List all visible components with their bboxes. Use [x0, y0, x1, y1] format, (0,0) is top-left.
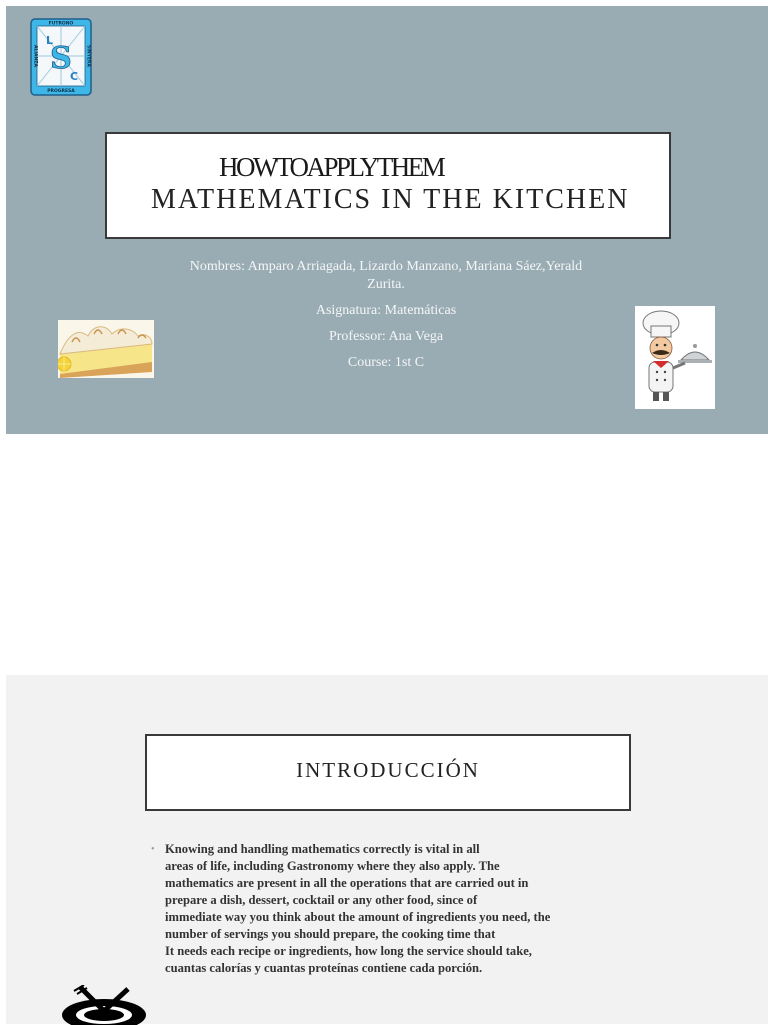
names-line-1: Nombres: Amparo Arriagada, Lizardo Manzano, Mariana Sáez,Yerald — [189, 259, 583, 274]
intro-line: cuantas calorías y cuantas proteínas contiene cada porción. — [165, 961, 483, 975]
names-line-2: Zurita. — [367, 277, 405, 292]
intro-line: prepare a dish, dessert, cocktail or any other food, since of — [165, 893, 478, 907]
logo-letter-c: C — [70, 70, 79, 83]
logo-left-text: ALIANZA — [32, 44, 38, 68]
intro-line: number of servings you should prepare, the cooking time that — [165, 927, 496, 941]
subtitle-heading: HOWTOAPPLYTHEM — [219, 152, 444, 182]
intro-paragraph — [165, 841, 615, 977]
intro-line: mathematics are present in all the operations that are carried out in — [165, 876, 529, 890]
plate-cutlery-icon — [58, 985, 150, 1025]
logo-letter-s: S — [50, 41, 72, 76]
main-title: MATHEMATICS IN THE KITCHEN — [151, 184, 630, 215]
professor-line: Professor: Ana Vega — [328, 329, 444, 344]
presentation-info — [161, 258, 611, 372]
subject-line: Asignatura: Matemáticas — [315, 303, 457, 318]
logo-bottom-text: PROGRESA — [47, 89, 75, 94]
bullet-marker: • — [151, 844, 155, 855]
title-slide — [6, 6, 768, 434]
logo-letter-l: L — [46, 34, 54, 47]
intro-line: immediate way you think about the amount of ingredients you need, the — [165, 910, 551, 924]
intro-title-box — [145, 734, 631, 811]
intro-line: areas of life, including Gastronomy where they also apply. The — [165, 859, 500, 873]
school-logo — [30, 18, 92, 96]
logo-right-text: SINYERA — [85, 45, 91, 67]
intro-title: INTRODUCCIÓN — [296, 758, 480, 782]
introduction-slide — [6, 675, 768, 1024]
course-line: Course: 1st C — [347, 355, 425, 370]
intro-line: Knowing and handling mathematics correctly is vital in all — [165, 842, 480, 856]
chef-image — [635, 306, 715, 409]
intro-line: It needs each recipe or ingredients, how long the service should take, — [165, 944, 532, 958]
title-box — [105, 132, 671, 239]
lemon-pie-image — [58, 320, 154, 378]
logo-top-text: FUTRONO — [48, 21, 74, 27]
